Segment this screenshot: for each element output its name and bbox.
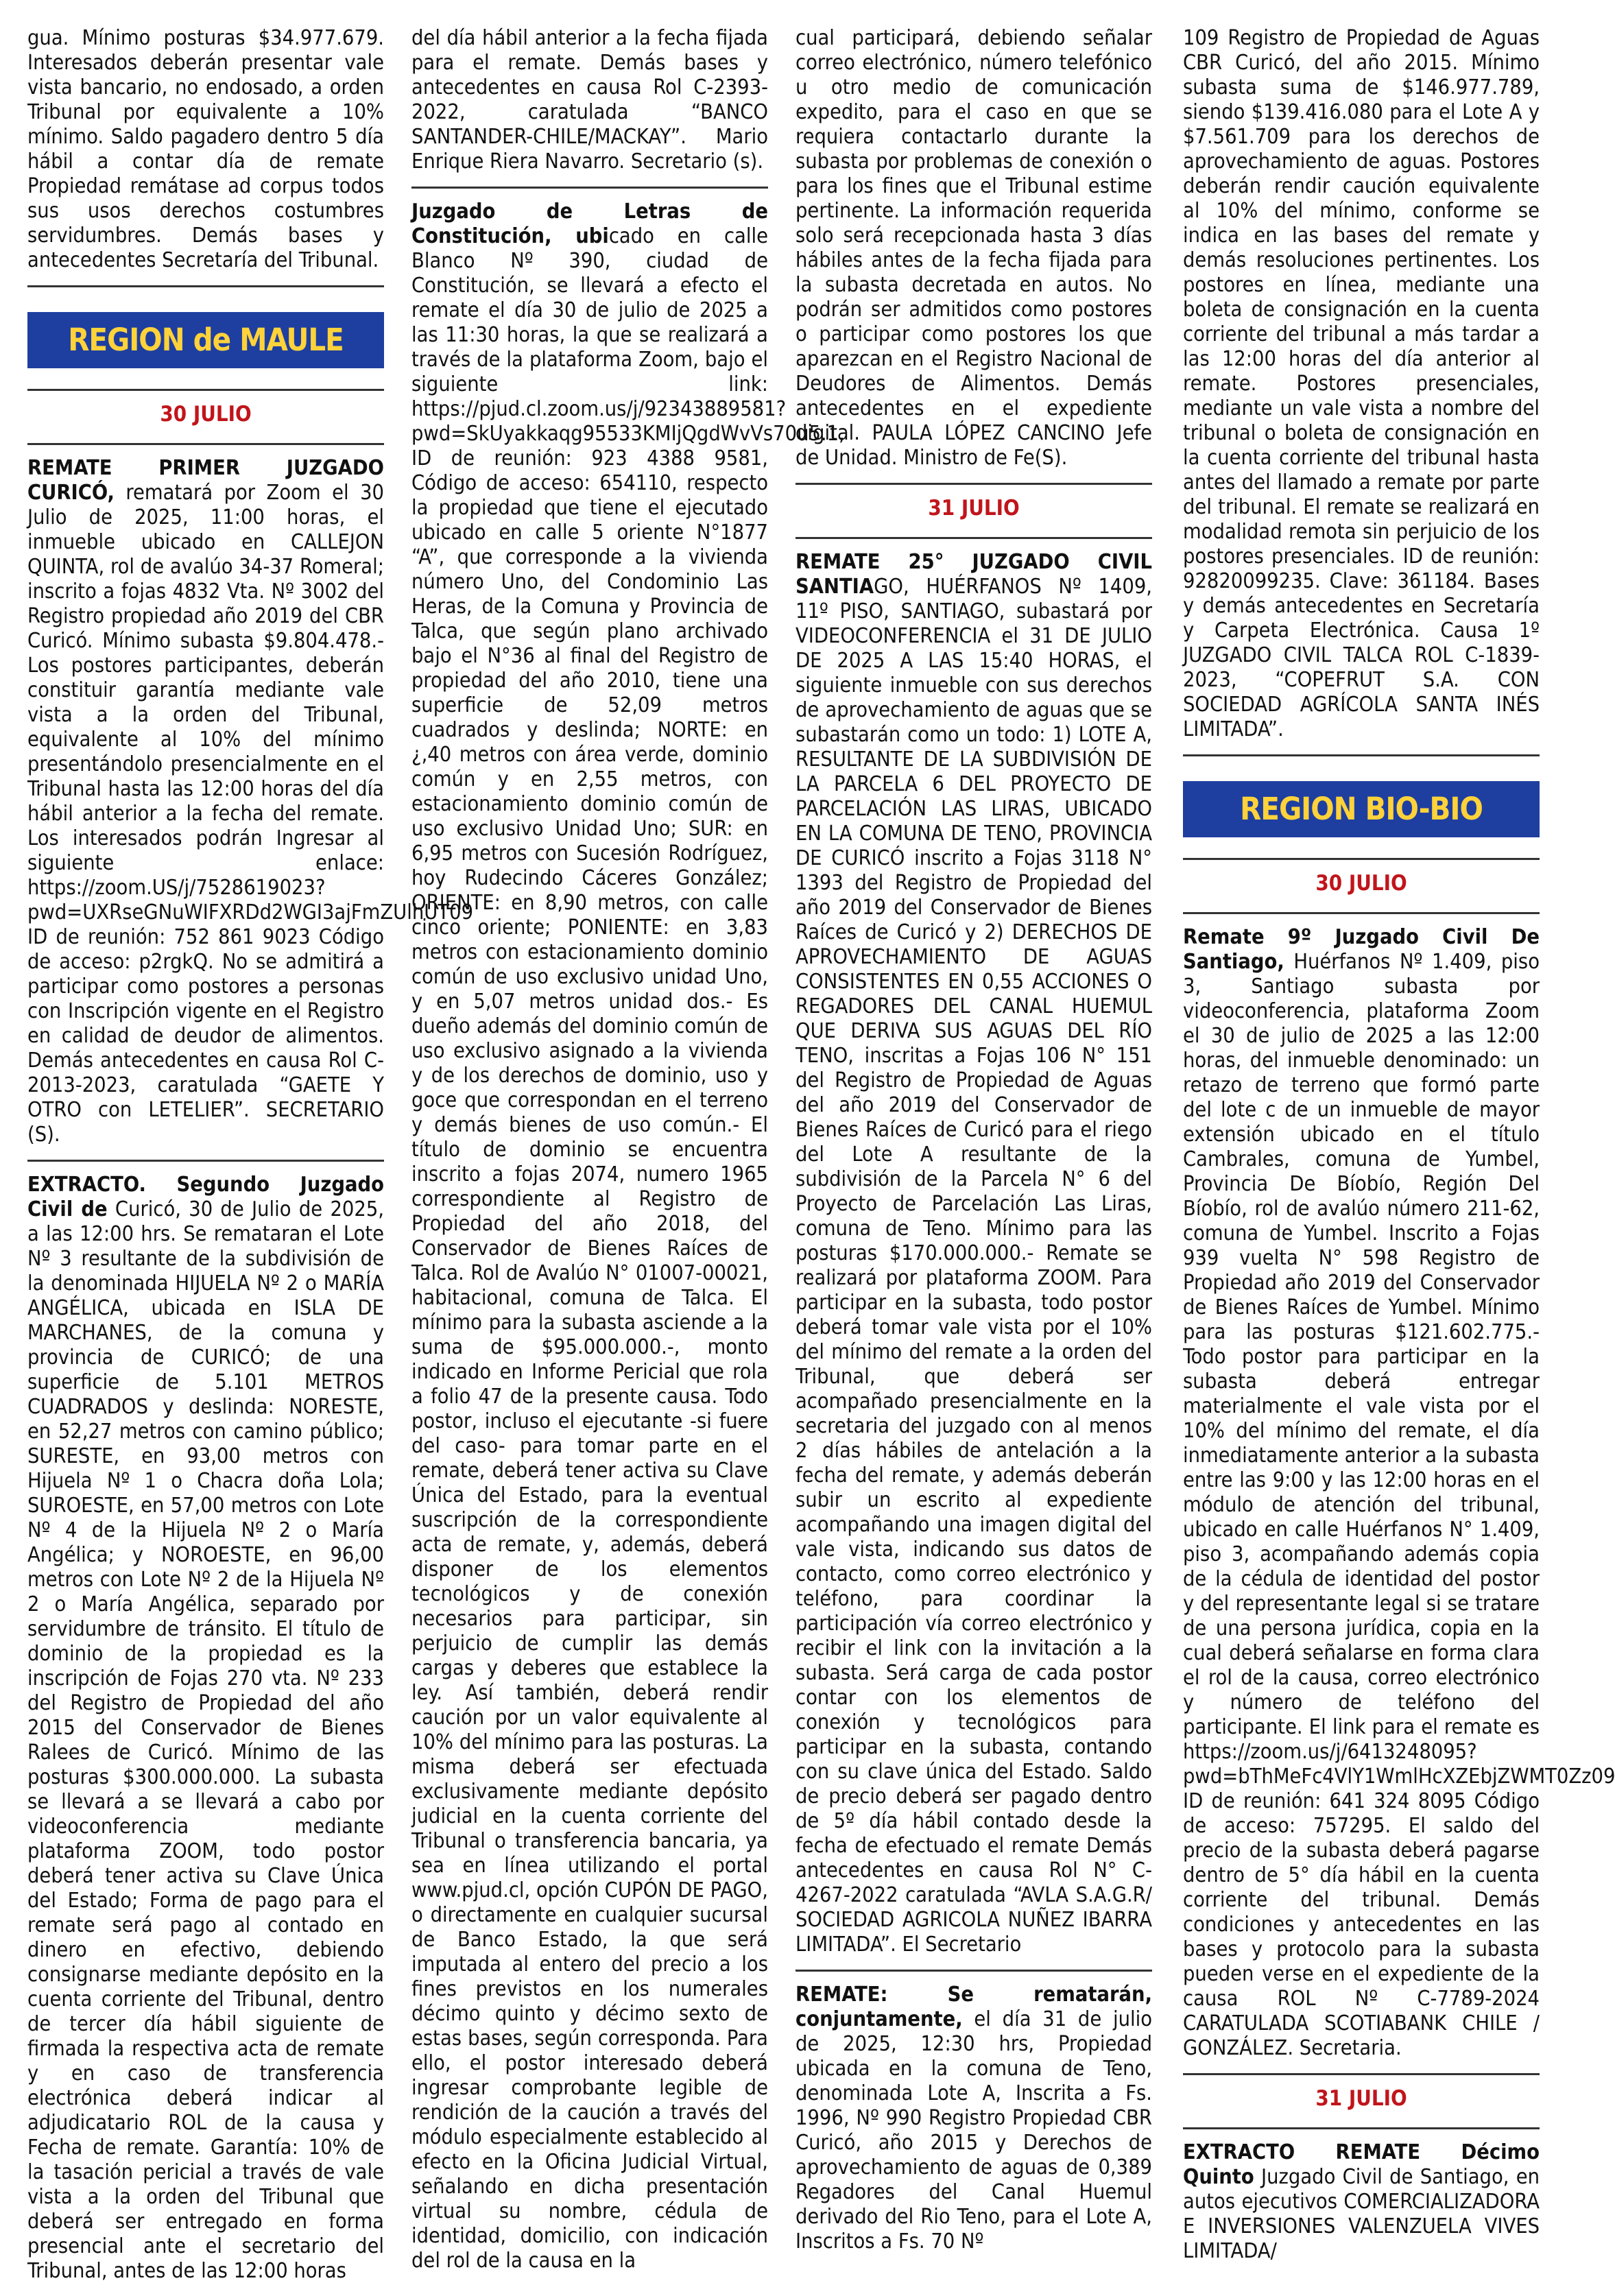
notice-lead: Remate 9º Juzgado Civil De Santiago, bbox=[1183, 925, 1540, 974]
notice-text bbox=[795, 550, 1152, 1957]
notice-lead: REMATE 25° JUZGADO CIVIL SANTIA bbox=[795, 550, 1152, 599]
notice-body: Juzgado Civil de Santiago, en autos ejecutivos COMERCIALIZADORA E INVERSIONES VALENZUELA VIVES LIMITADA/ bbox=[1183, 2165, 1540, 2263]
notice-continued bbox=[27, 26, 384, 285]
notice-body: el día 31 de julio de 2025, 12:30 hrs, Propiedad ubicada en la comuna de Teno, denominada Lote A, Inscrita a Fs. 1996, Nº 990 Registro Propiedad CBR Curicó, año 2015 y Derechos de aprovechamiento de aguas de 0,389 Regadores del Canal Huemul derivado del Rio Teno, para el Lote A, Inscritos a Fs. 70 Nº bbox=[795, 2007, 1152, 2253]
notice-text bbox=[795, 1983, 1152, 2254]
notice-extracto-curico bbox=[27, 1160, 384, 2296]
notice-text bbox=[411, 200, 845, 2273]
region-banner-maule-wrap bbox=[27, 285, 384, 389]
notice-continued bbox=[411, 26, 768, 187]
notice-body: cado en calle Blanco Nº 390, ciudad de Constitución, se llevará a efecto el remate el día 30 de julio de 2025 a las 11:30 horas, la que se realizará a través de la plataforma Zoom, bajo el siguiente link: https://pjud.cl.zoom.us/j/92343889581?pwd=SkUyakkaqg95533KMIjQgdWvVs70u5.1, ID de reunión: 923 4388 9581, Código de acceso: 654110, respecto la propiedad que tiene el ejecutado ubicado en calle 5 oriente N°1877 “A”, que corresponde a la vivienda número Uno, del Condominio Las Heras, de la Comuna y Provincia de Talca, que según plano archivado bajo el N°36 al final del Registro de propiedad del año 2010, tiene una superficie de 52,09 metros cuadrados y deslinda; NORTE: en ¿,40 metros con área verde, dominio común y en 2,55 metros, con estacionamiento dominio común de uso exclusivo Unidad Uno; SUR: en 6,95 metros con Sucesión Rodríguez, hoy Rudecindo Cáceres González; ORIENTE: en 8,90 metros, con calle cinco oriente; PONIENTE: en 3,83 metros con estacionamiento dominio común de uso exclusivo unidad Uno, y en 5,07 metros unidad dos.- Es dueño además del dominio común de uso exclusivo asignado a la vivienda y de los derechos de dominio, uso y goce que correspondan en el terreno y demás bienes de uso común.- El título de dominio se encuentra inscrito a fojas 2074, numero 1965 correspondiente al Registro de Propiedad del año 2018, del Conservador de Bienes Raíces de Talca. Rol de Avalúo N° 01007-00021, habitacional, comuna de Talca. El mínimo para la subasta asciende a la suma de $95.000.000.-, monto indicado en Informe Pericial que rola a folio 47 de la presente causa. Todo postor, incluso el ejecutante -si fuere del caso- para tomar parte en el remate, deberá tener activa su Clave Única del Estado, para la eventual suscripción de la correspondiente acta de remate, y, además, deberá disponer de los elementos tecnológicos y de conexión necesarios para participar, sin perjuicio de cumplir las demás cargas y deberes que establece la ley. Así también, deberá rendir caución por un valor equivalente al 10% del mínimo para las posturas. La misma deberá ser efectuada exclusivamente mediante depósito judicial en la cuenta corriente del Tribunal o transferencia bancaria, ya sea en línea utilizando el portal www.pjud.cl, opción CUPÓN DE PAGO, o directamente en cualquier sucursal de Banco Estado, la que será imputada al entero del precio a los fines previstos en los numerales décimo quinto y décimo sexto de estas bases, según corresponda. Para ello, el postor interesado deberá ingresar comprobante legible de rendición de la caución a través del módulo especialmente establecido al efecto en la Oficina Judicial Virtual, señalando en dicha presentación virtual su nombre, cédula de identidad, domicilio, con indicación del rol de la causa en la bbox=[411, 224, 845, 2273]
notice-remate-curico bbox=[27, 443, 474, 1160]
notice-remate-teno bbox=[795, 1970, 1152, 2267]
column-3 bbox=[795, 26, 1152, 2253]
notice-text: 109 Registro de Propiedad de Aguas CBR Curicó, del año 2015. Mínimo subasta suma de $146.977.789, siendo $139.416.080 para el Lote A y $7.561.709 para los derechos de aprovechamiento de aguas. Postores deberán rendir caución equivalente al 10% del mínimo, conforme se indica en las bases del remate y demás resoluciones pertinentes. Los postores en línea, mediante una boleta de consignación en la cuenta corriente del tribunal a más tardar a las 12:00 horas del día anterior al remate. Postores presenciales, mediante un vale vista a nombre del tribunal o boleta de consignación en la cuenta corriente del tribunal hasta antes del llamado a remate por parte del tribunal. El remate se realizará en modalidad remota sin perjuicio de los postores presenciales. ID de reunión: 92820099235. Clave: 361184. Bases y demás antecedentes en Secretaría y Carpeta Electrónica. Causa 1º JUZGADO CIVIL TALCA ROL C-1839-2023, “COPEFRUT S.A. CON SOCIEDAD AGRÍCOLA SANTA INÉS LIMITADA”. bbox=[1183, 26, 1540, 741]
notice-lead: REMATE PRIMER JUZGADO CURICÓ, bbox=[27, 456, 384, 505]
notice-lead: EXTRACTO. Segundo Juzgado Civil de bbox=[27, 1173, 384, 1221]
date-heading: 31 JULIO bbox=[795, 483, 1152, 537]
notice-text bbox=[27, 456, 474, 1147]
column-2 bbox=[411, 26, 845, 2273]
region-banner-biobio-wrap bbox=[1183, 754, 1540, 858]
date-heading: 30 JULIO bbox=[27, 389, 384, 443]
notice-extracto-15-santiago bbox=[1183, 2127, 1540, 2276]
notice-continued bbox=[795, 26, 1152, 483]
notice-lead: EXTRACTO REMATE Décimo Quinto bbox=[1183, 2140, 1540, 2189]
notice-remate-25-santiago bbox=[795, 537, 1152, 1970]
notice-text bbox=[27, 1173, 384, 2284]
notice-body: Huérfanos Nº 1.409, piso 3, Santiago subasta por videoconferencia, plataforma Zoom el 30 de julio de 2025 a las 12:00 horas, del inmueble denominado: un retazo de terreno que formó parte del lote c de un inmueble de mayor extensión ubicado en el título Cambrales, comuna de Yumbel, Provincia De Bíobío, Región Del Bíobío, rol de avalúo número 211-62, comuna de Yumbel. Inscrito a Fojas 939 vuelta N° 598 Registro de Propiedad año 2019 del Conservador de Bienes Raíces de Yumbel. Mínimo para las posturas $121.602.775.- Todo postor para participar en la subasta deberá entregar materialmente el vale vista por el 10% del mínimo del remate, el día inmediatamente anterior a la subasta entre las 9:00 y las 12:00 horas en el módulo de atención del tribunal, ubicado en calle Huérfanos N° 1.409, piso 3, acompañando además copia de la cédula de identidad del postor y del representante legal si se tratare de una persona jurídica, copia en la cual deberá señalarse en forma clara el rol de la causa, correo electrónico y número de teléfono del participante. El link para el remate es https://zoom.us/j/6413248095?pwd=bThMeFc4VlY1WmlHcXZEbjZWMT0Zz09 ID de reunión: 641 324 8095 Código de acceso: 757295. El saldo del precio de la subasta deberá pagarse dentro de 5° día hábil en la cuenta corriente del tribunal. Demás condiciones y antecedentes en las bases y protocolo para la subasta pueden verse en el expediente de la causa ROL Nº C-7789-2024 CARATULADA SCOTIABANK CHILE / GONZÁLEZ. Secretaria. bbox=[1183, 950, 1615, 2060]
date-heading: 31 JULIO bbox=[1183, 2073, 1540, 2127]
column-4 bbox=[1183, 26, 1615, 2263]
notice-text: cual participará, debiendo señalar correo electrónico, número telefónico u otro medio de comunicación expedito, para el caso en que se requiera contactarlo durante la subasta por problemas de conexión o para los fines que el Tribunal estime pertinente. La información requerida solo será recepcionada hasta 3 días hábiles antes de la fecha fijada para la subasta decretada en autos. No podrán ser admitidos como postores o participar como postores los que aparezcan en el Registro Nacional de Deudores de Alimentos. Demás antecedentes en el expediente digital. PAULA LÓPEZ CANCINO Jefe de Unidad. Ministro de Fe(S). bbox=[795, 26, 1152, 470]
notice-body: GO, HUÉRFANOS Nº 1409, 11º PISO, SANTIAGO, subastará por VIDEOCONFERENCIA el 31 DE JULIO DE 2025 A LAS 15:40 HORAS, el siguiente inmueble con sus derechos de aprovechamiento de aguas que se subastarán como un todo: 1) LOTE A, RESULTANTE DE LA SUBDIVISIÓN DE LA PARCELA 6 DEL PROYECTO DE PARCELACIÓN LAS LIRAS, UBICADO EN LA COMUNA DE TENO, PROVINCIA DE CURICÓ inscrito a Fojas 3118 N° 1393 del Registro de Propiedad del año 2019 del Conservador de Bienes Raíces de Curicó y 2) DERECHOS DE APROVECHAMIENTO DE AGUAS CONSISTENTES EN 0,55 ACCIONES O REGADORES DEL CANAL HUEMUL QUE DERIVA SUS AGUAS DEL RÍO TENO, inscritas a Fojas 106 N° 151 del Registro de Propiedad de Aguas del año 2019 del Conservador de Bienes Raíces de Curicó para el riego del Lote A resultante de la subdivisión de la Parcela N° 6 del Proyecto de Parcelación Las Liras, comuna de Teno. Mínimo para las posturas $170.000.000.- Remate se realizará por plataforma ZOOM. Para participar en la subasta, todo postor deberá tomar vale vista por el 10% del mínimo del remate a la orden del Tribunal, que deberá ser acompañado presencialmente en la secretaria del juzgado con al menos 2 días hábiles de antelación a la fecha del remate, y además deberán subir un escrito al expediente acompañando una imagen digital del vale vista, indicando sus datos de contacto, como correo electrónico y teléfono, para coordinar la participación vía correo electrónico y recibir el link con la invitación a la subasta. Será carga de cada postor contar con los elementos de conexión y tecnológicos para participar en la subasta, contando con su clave única del Estado. Saldo de precio deberá ser pagado dentro de 5º día hábil contado desde la fecha de efectuado el remate Demás antecedentes en causa Rol N° C-4267-2022 caratulada “AVLA S.A.G.R/ SOCIEDAD AGRICOLA NUÑEZ IBARRA LIMITADA”. El Secretario bbox=[795, 575, 1152, 1957]
notice-constitucion bbox=[411, 187, 845, 2286]
notice-lead: Juzgado de Letras de Constitución, ubi bbox=[411, 200, 768, 248]
notice-text bbox=[1183, 2140, 1540, 2264]
notice-body: rematará por Zoom el 30 Julio de 2025, 11:00 horas, el inmueble ubicado en CALLEJON QUINTA, rol de avalúo 34-37 Romeral; inscrito a fojas 4832 Vta. Nº 3002 del Registro propiedad año 2019 del CBR Curicó. Mínimo subasta $9.804.478.- Los postores participantes, deberán constituir garantía mediante vale vista a la orden del Tribunal, equivalente al 10% del mínimo presentándolo presencialmente en el Tribunal hasta las 12:00 horas del día hábil anterior a la fecha del remate. Los interesados podrán Ingresar al siguiente enlace: https://zoom.US/j/7528619023?pwd=UXRseGNuWIFXRDd2WGI3ajFmZUlhUT09 ID de reunión: 752 861 9023 Código de acceso: p2rgkQ. No se admitirá a participar como postores a personas con Inscripción vigente en el Registro en calidad de deudor de alimentos. Demás antecedentes en causa Rol C-2013-2023, caratulada “GAETE Y OTRO con LETELIER”. SECRETARIO (S). bbox=[27, 481, 474, 1147]
region-banner-maule: REGION de MAULE bbox=[27, 312, 384, 368]
notice-body: Curicó, 30 de Julio de 2025, a las 12:00 hrs. Se remataran el Lote Nº 3 resultante de la subdivisión de la denominada HIJUELA Nº 2 o MARÍA ANGÉLICA, ubicada en ISLA DE MARCHANES, de la comuna y provincia de CURICÓ; de una superficie de 5.101 METROS CUADRADOS y deslinda: NORESTE, en 52,27 metros con camino público; SURESTE, en 93,00 metros con Hijuela Nº 1 o Chacra doña Lola; SUROESTE, en 57,00 metros con Lote Nº 4 de la Hijuela Nº 2 o María Angélica; y NOROESTE, en 96,00 metros con Lote Nº 2 de la Hijuela Nº 2 o María Angélica, separado por servidumbre de tránsito. El título de dominio de la propiedad es la inscripción de Fojas 270 vta. Nº 233 del Registro de Propiedad del año 2015 del Conservador de Bienes Ralees de Curicó. Mínimo de las posturas $300.000.000. La subasta se llevará a se llevará a cabo por videoconferencia mediante plataforma ZOOM, todo postor deberá tener activa su Clave Única del Estado; Forma de pago para el remate será pago al contado en dinero en efectivo, debiendo consignarse mediante depósito en la cuenta corriente del Tribunal, dentro de tercer día hábil siguiente de firmada la respectiva acta de remate y en caso de transferencia electrónica deberá indicar al adjudicatario ROL de la causa y Fecha de remate. Garantía: 10% de la tasación pericial a través de vale vista a la orden del Tribunal que deberá ser entregado en forma presencial ante el secretario del Tribunal, antes de las 12:00 horas bbox=[27, 1197, 384, 2283]
notice-text: gua. Mínimo posturas $34.977.679. Interesados deberán presentar vale vista bancario, no endosado, a orden Tribunal por equivalente a 10% mínimo. Saldo pagadero dentro 5 día hábil a contar día de remate Propiedad remátase ad corpus todos sus usos derechos costumbres servidumbres. Demás bases y antecedentes Secretaría del Tribunal. bbox=[27, 26, 384, 272]
region-banner-biobio: REGION BIO-BIO bbox=[1183, 781, 1540, 837]
notice-text: del día hábil anterior a la fecha fijada para el remate. Demás bases y antecedentes en causa Rol C-2393-2022, caratulada “BANCO SANTANDER-CHILE/MACKAY”. Mario Enrique Riera Navarro. Secretario (s). bbox=[411, 26, 768, 174]
notice-text bbox=[1183, 925, 1615, 2061]
notice-lead: REMATE: Se rematarán, conjuntamente, bbox=[795, 1983, 1152, 2031]
column-1 bbox=[27, 26, 474, 2283]
notice-remate-9-santiago bbox=[1183, 912, 1615, 2073]
notice-continued bbox=[1183, 26, 1540, 754]
date-heading: 30 JULIO bbox=[1183, 858, 1540, 912]
